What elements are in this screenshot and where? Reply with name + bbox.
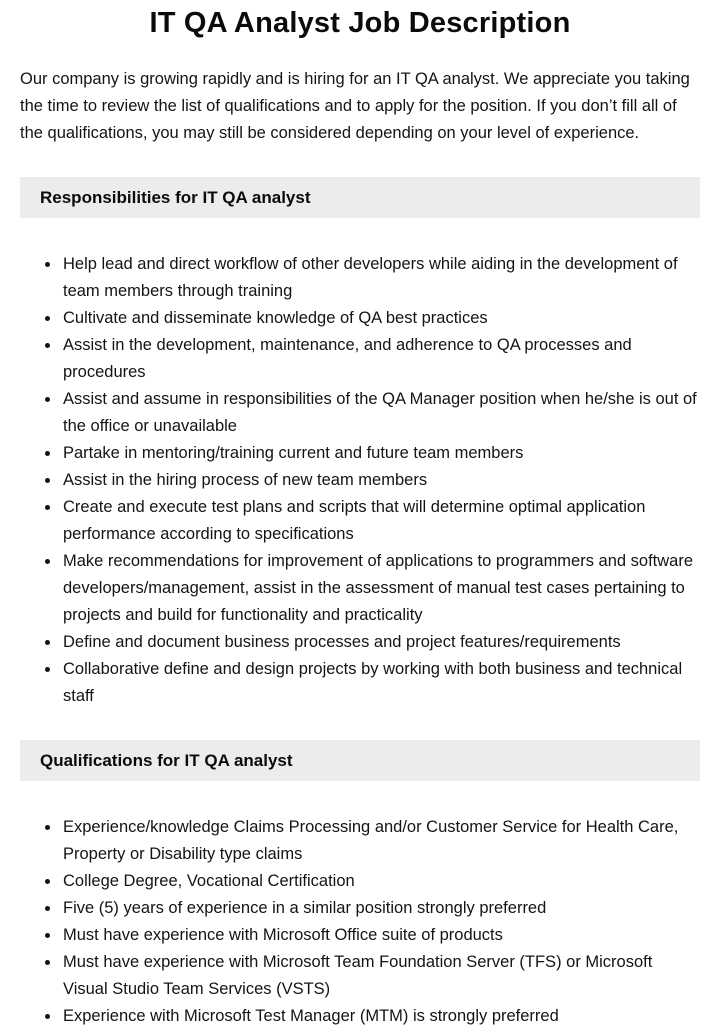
responsibility-item: • Assist and assume in responsibilities of the QA Manager position when he/she is out of the office or unavailable xyxy=(61,386,700,440)
qualification-item: • College Degree, Vocational Certification xyxy=(61,868,700,895)
intro-paragraph: Our company is growing rapidly and is hiring for an IT QA analyst. We appreciate you taking the time to review the list of qualifications and to apply for the position. If you don’t fill all of the qualifications, you may still be considered depending on your level of experience. xyxy=(20,70,690,142)
section-header-responsibilities: Responsibilities for IT QA analyst xyxy=(20,177,700,218)
page-title: IT QA Analyst Job Description xyxy=(149,7,571,39)
responsibilities-list xyxy=(20,251,700,710)
section-header-qualifications: Qualifications for IT QA analyst xyxy=(20,740,700,781)
responsibility-item: • Make recommendations for improvement of applications to programmers and software developers/management, assist in the assessment of manual test cases pertaining to projects and build for functionality and practicality xyxy=(61,548,700,629)
responsibility-item: • Assist in the development, maintenance, and adherence to QA processes and procedures xyxy=(61,332,700,386)
qualifications-list xyxy=(20,814,700,1030)
responsibility-item: • Collaborative define and design projects by working with both business and technical staff xyxy=(61,656,700,710)
responsibility-item: • Define and document business processes and project features/requirements xyxy=(61,629,700,656)
responsibility-item: • Assist in the hiring process of new team members xyxy=(61,467,700,494)
qualification-item: • Experience/knowledge Claims Processing and/or Customer Service for Health Care, Property or Disability type claims xyxy=(61,814,700,868)
responsibility-item: • Cultivate and disseminate knowledge of QA best practices xyxy=(61,305,700,332)
qualification-item: • Must have experience with Microsoft Office suite of products xyxy=(61,922,700,949)
responsibility-item: • Create and execute test plans and scripts that will determine optimal application performance according to specifications xyxy=(61,494,700,548)
responsibility-item: • Partake in mentoring/training current and future team members xyxy=(61,440,700,467)
responsibility-item: • Help lead and direct workflow of other developers while aiding in the development of team members through training xyxy=(61,251,700,305)
qualification-item: • Five (5) years of experience in a similar position strongly preferred xyxy=(61,895,700,922)
qualification-item: • Must have experience with Microsoft Team Foundation Server (TFS) or Microsoft Visual Studio Team Services (VSTS) xyxy=(61,949,700,1003)
qualification-item: • Experience with Microsoft Test Manager (MTM) is strongly preferred xyxy=(61,1003,700,1030)
